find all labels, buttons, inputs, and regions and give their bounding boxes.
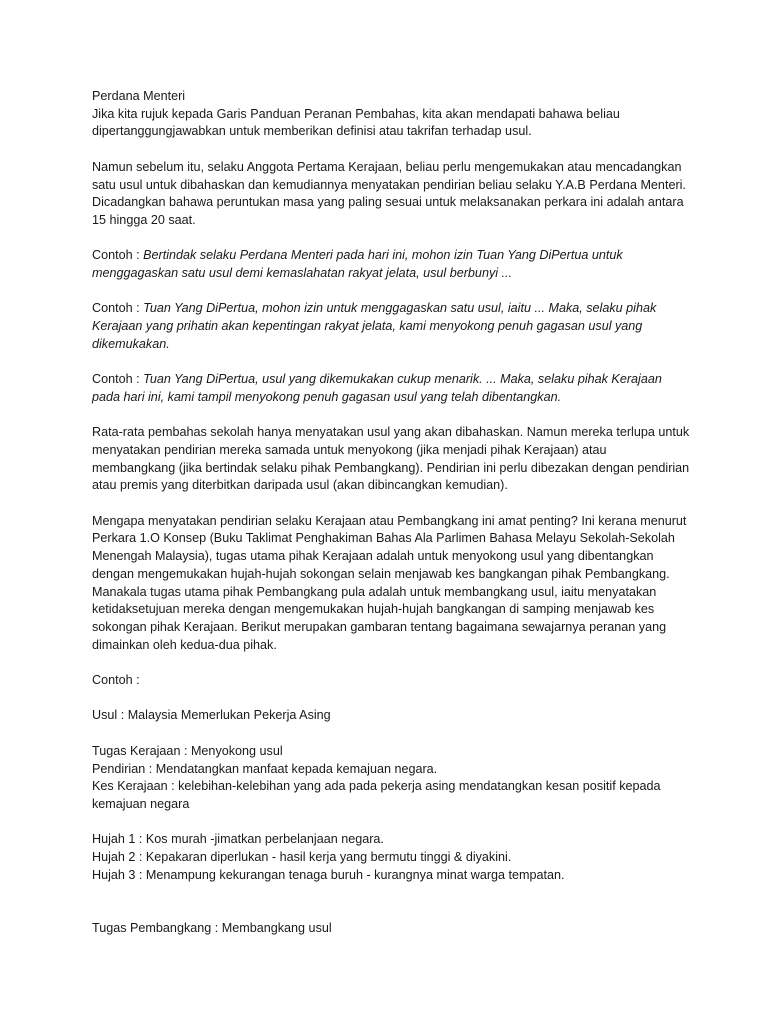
hujah-3: Hujah 3 : Menampung kekurangan tenaga buruh - kurangnya minat warga tempatan. <box>92 867 565 882</box>
paragraph-stance: Rata-rata pembahas sekolah hanya menyatakan usul yang akan dibahaskan. Namun mereka terlupa untuk menyatakan pendirian mereka samada untuk menyokong (jika menjadi pihak Kerajaan) atau membangkang (jika bertindak selaku pihak Pembangkang). Pendirian ini perlu dibezakan dengan pendirian atau premis yang diterbitkan daripada usul (akan dibincangkan kemudian). <box>92 425 690 493</box>
spacer <box>92 230 692 248</box>
example-3 <box>92 371 692 406</box>
spacer <box>92 884 692 919</box>
paragraph-role: Namun sebelum itu, selaku Anggota Pertama Kerajaan, beliau perlu mengemukakan atau mencadangkan satu usul untuk dibahaskan dan kemudiannya menyatakan pendirian beliau selaku Y.A.B Perdana Menteri. Dicadangkan bahawa peruntukan masa yang paling sesuai untuk melaksanakan perkara ini adalah antara 15 hingga 20 saat. <box>92 159 686 227</box>
spacer <box>92 283 692 301</box>
example-label: Contoh : <box>92 301 144 316</box>
spacer <box>92 407 692 425</box>
hujah-1: Hujah 1 : Kos murah -jimatkan perbelanjaan negara. <box>92 832 384 847</box>
spacer <box>92 354 692 372</box>
usul-line: Usul : Malaysia Memerlukan Pekerja Asing <box>92 708 331 723</box>
example-label: Contoh : <box>92 248 144 263</box>
example-text: Bertindak selaku Perdana Menteri pada hari ini, mohon izin Tuan Yang DiPertua untuk menggagaskan satu usul demi kemaslahatan rakyat jelata, usul berbunyi ... <box>92 248 623 280</box>
hujah-2: Hujah 2 : Kepakaran diperlukan - hasil kerja yang bermutu tinggi & diyakini. <box>92 850 512 865</box>
spacer <box>92 495 692 513</box>
spacer <box>92 690 692 708</box>
spacer <box>92 141 692 159</box>
example-text: Tuan Yang DiPertua, usul yang dikemukakan cukup menarik. ... Maka, selaku pihak Kerajaan pada hari ini, kami tampil menyokong penuh gagasan usul yang telah dibentangkan. <box>92 372 662 404</box>
paragraph-importance: Mengapa menyatakan pendirian selaku Kerajaan atau Pembangkang ini amat penting? Ini kerana menurut Perkara 1.O Konsep (Buku Taklimat Penghakiman Bahas Ala Parlimen Bahasa Melayu Sekolah-Sekolah Menengah Malaysia), tugas utama pihak Kerajaan adalah untuk menyokong usul yang dibentangkan dengan mengemukakan hujah-hujah sokongan selain menjawab kes bangkangan pihak Pembangkang. Manakala tugas utama pihak Pembangkang pula adalah untuk membangkang usul, iaitu menyatakan ketidaksetujuan mereka dengan mengemukakan hujah-hujah bangkangan di samping menjawab kes sokongan pihak Kerajaan. Berikut merupakan gambaran tentang bagaimana sewajarnya peranan yang dimainkan oleh kedua-dua pihak. <box>92 513 687 652</box>
pendirian-line: Pendirian : Mendatangkan manfaat kepada kemajuan negara. <box>92 761 438 776</box>
example-2 <box>92 300 692 353</box>
spacer <box>92 654 692 672</box>
document-page <box>92 88 692 938</box>
example-label: Contoh : <box>92 372 144 387</box>
spacer <box>92 814 692 832</box>
tugas-kerajaan-line: Tugas Kerajaan : Menyokong usul <box>92 743 283 758</box>
example-text: Tuan Yang DiPertua, mohon izin untuk menggagaskan satu usul, iaitu ... Maka, selaku pihak Kerajaan yang prihatin akan kepentingan rakyat jelata, kami menyokong penuh gagasan usul yang dikemukakan. <box>92 301 657 351</box>
kes-kerajaan-line: Kes Kerajaan : kelebihan-kelebihan yang ada pada pekerja asing mendatangkan kesan positif kepada kemajuan negara <box>92 779 661 811</box>
spacer <box>92 725 692 743</box>
tugas-pembangkang-line: Tugas Pembangkang : Membangkang usul <box>92 920 332 935</box>
example-1 <box>92 247 692 282</box>
contoh-heading: Contoh : <box>92 673 140 688</box>
paragraph-intro: Jika kita rujuk kepada Garis Panduan Peranan Pembahas, kita akan mendapati bahawa beliau dipertanggungjawabkan untuk memberikan definisi atau takrifan terhadap usul. <box>92 106 620 139</box>
document-title: Perdana Menteri <box>92 89 186 103</box>
